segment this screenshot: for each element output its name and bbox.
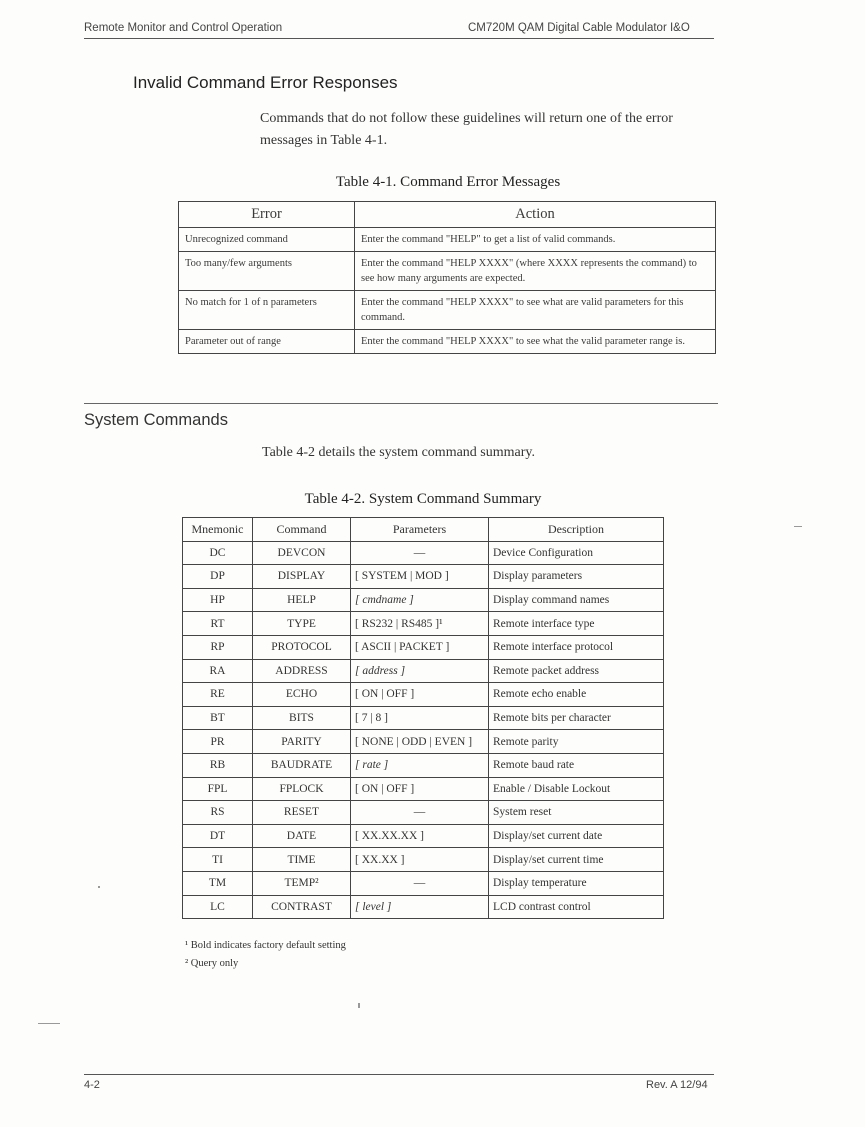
- description-cell: Remote packet address: [489, 659, 664, 683]
- mnemonic-cell: RS: [183, 801, 253, 825]
- command-cell: TEMP²: [253, 871, 351, 895]
- action-cell: Enter the command "HELP XXXX" to see what are valid parameters for this command.: [355, 291, 716, 330]
- column-header-command: Command: [253, 518, 351, 542]
- table-header-row: [179, 202, 716, 228]
- column-header-error: Error: [179, 202, 355, 228]
- description-cell: Device Configuration: [489, 541, 664, 565]
- command-cell: FPLOCK: [253, 777, 351, 801]
- scan-speck: [794, 526, 802, 527]
- parameters-cell: [ 7 | 8 ]: [351, 706, 489, 730]
- table-row: [179, 228, 716, 252]
- command-cell: DEVCON: [253, 541, 351, 565]
- command-cell: HELP: [253, 588, 351, 612]
- table-row: [183, 848, 664, 872]
- parameters-cell: [ ASCII | PACKET ]: [351, 635, 489, 659]
- running-header-left: Remote Monitor and Control Operation: [84, 22, 283, 34]
- mnemonic-cell: LC: [183, 895, 253, 919]
- command-cell: PROTOCOL: [253, 635, 351, 659]
- parameters-cell: [ NONE | ODD | EVEN ]: [351, 730, 489, 754]
- table-row: [183, 541, 664, 565]
- table-row: [183, 706, 664, 730]
- column-header-mnemonic: Mnemonic: [183, 518, 253, 542]
- description-cell: Remote baud rate: [489, 753, 664, 777]
- mnemonic-cell: DT: [183, 824, 253, 848]
- description-cell: Display temperature: [489, 871, 664, 895]
- mnemonic-cell: DC: [183, 541, 253, 565]
- footer-rule: [84, 1074, 714, 1075]
- parameters-cell: —: [351, 541, 489, 565]
- section-intro-paragraph: Table 4-2 details the system command summary.: [262, 445, 535, 460]
- table-row: [179, 330, 716, 354]
- table-header-row: [183, 518, 664, 542]
- action-cell: Enter the command "HELP" to get a list of valid commands.: [355, 228, 716, 252]
- description-cell: Remote interface protocol: [489, 635, 664, 659]
- table-4-2-caption: Table 4-2. System Command Summary: [304, 491, 542, 507]
- header-rule: [84, 38, 714, 39]
- mnemonic-cell: RP: [183, 635, 253, 659]
- table-row: [179, 252, 716, 291]
- parameters-cell: [ ON | OFF ]: [351, 777, 489, 801]
- mnemonic-cell: RE: [183, 683, 253, 707]
- parameters-cell: [ RS232 | RS485 ]¹: [351, 612, 489, 636]
- description-cell: Remote parity: [489, 730, 664, 754]
- mnemonic-cell: HP: [183, 588, 253, 612]
- table-row: [179, 291, 716, 330]
- table-row: [183, 683, 664, 707]
- column-header-action: Action: [355, 202, 716, 228]
- command-cell: DATE: [253, 824, 351, 848]
- table-row: [183, 635, 664, 659]
- action-cell: Enter the command "HELP XXXX" to see what the valid parameter range is.: [355, 330, 716, 354]
- scan-speck: [38, 1023, 60, 1024]
- table-row: [183, 565, 664, 589]
- mnemonic-cell: RB: [183, 753, 253, 777]
- revision-label: Rev. A 12/94: [646, 1079, 708, 1091]
- section-title-invalid-command: Invalid Command Error Responses: [133, 73, 398, 92]
- error-cell: Unrecognized command: [179, 228, 355, 252]
- section-title-system-commands: System Commands: [84, 411, 228, 429]
- table-row: [183, 895, 664, 919]
- table-row: [183, 730, 664, 754]
- command-cell: DISPLAY: [253, 565, 351, 589]
- mnemonic-cell: TI: [183, 848, 253, 872]
- description-cell: Remote interface type: [489, 612, 664, 636]
- page-number: 4-2: [84, 1079, 100, 1091]
- mnemonic-cell: DP: [183, 565, 253, 589]
- mnemonic-cell: RT: [183, 612, 253, 636]
- section-intro-paragraph: Commands that do not follow these guidelines will return one of the error messages in Table 4-1.: [260, 111, 673, 148]
- description-cell: Display/set current time: [489, 848, 664, 872]
- footnote-2: ² Query only: [185, 958, 239, 969]
- description-cell: Display parameters: [489, 565, 664, 589]
- footnote-1: ¹ Bold indicates factory default setting: [185, 940, 346, 951]
- system-command-summary-table: [182, 517, 664, 919]
- error-cell: Parameter out of range: [179, 330, 355, 354]
- table-row: [183, 801, 664, 825]
- description-cell: Enable / Disable Lockout: [489, 777, 664, 801]
- command-cell: TYPE: [253, 612, 351, 636]
- description-cell: Display command names: [489, 588, 664, 612]
- table-row: [183, 612, 664, 636]
- command-error-messages-table: [178, 201, 716, 354]
- command-cell: BAUDRATE: [253, 753, 351, 777]
- mnemonic-cell: RA: [183, 659, 253, 683]
- command-cell: BITS: [253, 706, 351, 730]
- command-cell: RESET: [253, 801, 351, 825]
- parameters-cell: [ address ]: [351, 659, 489, 683]
- parameters-cell: [ cmdname ]: [351, 588, 489, 612]
- description-cell: Remote bits per character: [489, 706, 664, 730]
- error-cell: No match for 1 of n parameters: [179, 291, 355, 330]
- table-row: [183, 824, 664, 848]
- description-cell: LCD contrast control: [489, 895, 664, 919]
- parameters-cell: [ SYSTEM | MOD ]: [351, 565, 489, 589]
- command-cell: PARITY: [253, 730, 351, 754]
- mnemonic-cell: FPL: [183, 777, 253, 801]
- parameters-cell: [ level ]: [351, 895, 489, 919]
- scan-speck: [358, 1003, 360, 1008]
- parameters-cell: —: [351, 801, 489, 825]
- description-cell: Remote echo enable: [489, 683, 664, 707]
- command-cell: ADDRESS: [253, 659, 351, 683]
- error-cell: Too many/few arguments: [179, 252, 355, 291]
- parameters-cell: [ XX.XX.XX ]: [351, 824, 489, 848]
- section-divider-rule: [84, 403, 718, 404]
- mnemonic-cell: BT: [183, 706, 253, 730]
- command-cell: CONTRAST: [253, 895, 351, 919]
- table-row: [183, 777, 664, 801]
- command-cell: TIME: [253, 848, 351, 872]
- scan-speck: [98, 886, 100, 888]
- parameters-cell: [ XX.XX ]: [351, 848, 489, 872]
- mnemonic-cell: PR: [183, 730, 253, 754]
- table-row: [183, 753, 664, 777]
- parameters-cell: —: [351, 871, 489, 895]
- table-4-1-caption: Table 4-1. Command Error Messages: [335, 174, 561, 190]
- description-cell: Display/set current date: [489, 824, 664, 848]
- mnemonic-cell: TM: [183, 871, 253, 895]
- running-header-right: CM720M QAM Digital Cable Modulator I&O: [468, 22, 690, 34]
- column-header-parameters: Parameters: [351, 518, 489, 542]
- parameters-cell: [ ON | OFF ]: [351, 683, 489, 707]
- table-row: [183, 659, 664, 683]
- command-cell: ECHO: [253, 683, 351, 707]
- table-row: [183, 588, 664, 612]
- column-header-description: Description: [489, 518, 664, 542]
- action-cell: Enter the command "HELP XXXX" (where XXXX represents the command) to see how many arguments are expected.: [355, 252, 716, 291]
- description-cell: System reset: [489, 801, 664, 825]
- parameters-cell: [ rate ]: [351, 753, 489, 777]
- table-row: [183, 871, 664, 895]
